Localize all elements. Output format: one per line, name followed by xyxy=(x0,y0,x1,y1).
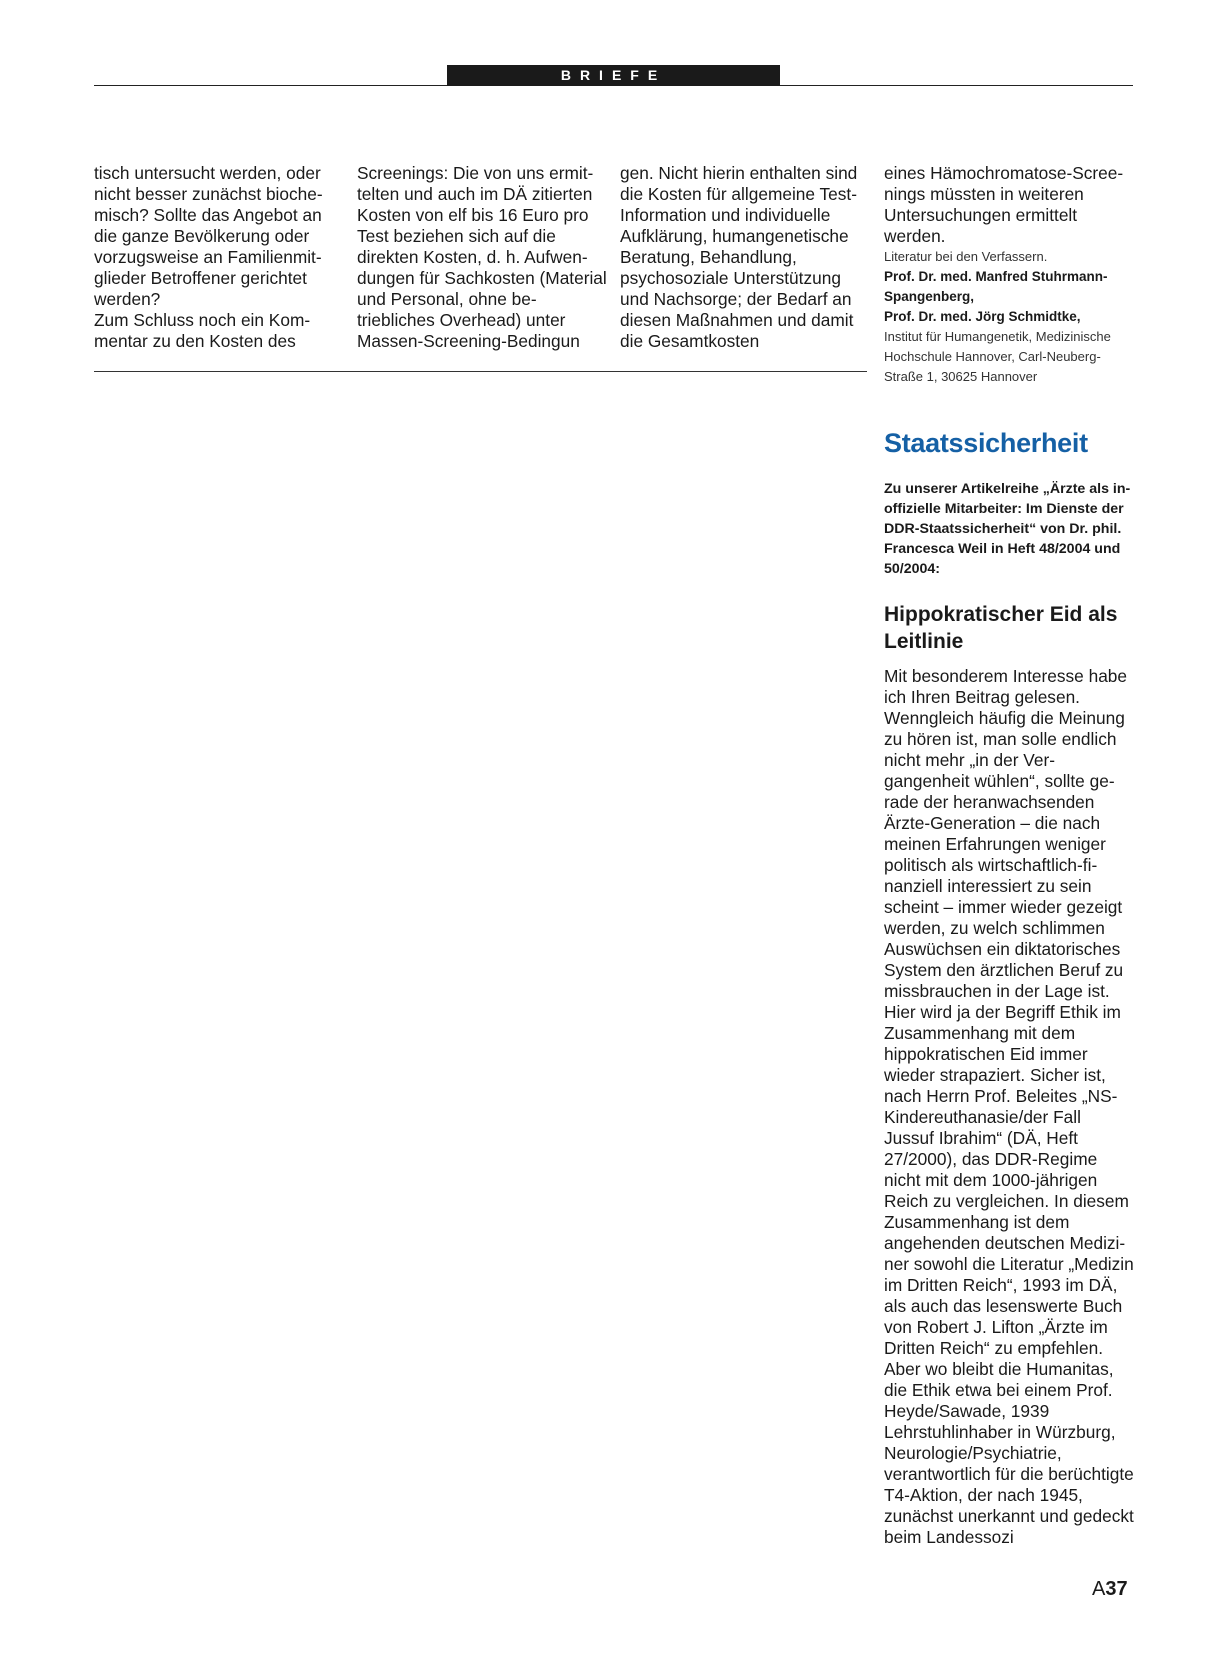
author-signature: Prof. Dr. med. Manfred Stuhrmann-Spangenberg, xyxy=(884,269,1108,304)
author-signature: Prof. Dr. med. Jörg Schmidtke, xyxy=(884,309,1081,324)
literature-note: Literatur bei den Verfassern. xyxy=(884,249,1048,264)
section-divider xyxy=(94,371,867,372)
page-prefix: A xyxy=(1092,1578,1106,1600)
paragraph: eines Hämochromatose-Screenings müssten in weiteren Untersuchungen ermittelt werden. xyxy=(884,163,1124,246)
text-column-1 xyxy=(94,163,344,352)
letter-title: Hippokratischer Eid als Leitlinie xyxy=(884,603,1118,653)
text-column-4 xyxy=(884,163,1134,387)
paragraph: tisch untersucht werden, oder nicht besser zunächst biochemisch? Sollte das Angebot an die ganze Bevölkerung oder vorzugsweise an Familienmitglieder Betroffener gerichtet werden? xyxy=(94,163,323,309)
page-number-value: 37 xyxy=(1105,1578,1128,1600)
page-number xyxy=(1092,1578,1128,1601)
letter-body: Mit besonderem Interesse habe ich Ihren Beitrag gelesen. Wenngleich häufig die Meinung zu hören ist, man solle endlich nicht mehr „in der Vergangenheit wühlen“, sollte gerade der heranwachsenden Ärzte-Generation – die nach meinen Erfahrungen weniger politisch als wirtschaftlich-finanziell interessiert zu sein scheint – immer wieder gezeigt werden, zu welch schlimmen Auswüchsen ein diktatorisches System den ärztlichen Beruf zu missbrauchen in der Lage ist. Hier wird ja der Begriff Ethik im Zusammenhang mit dem hippokratischen Eid immer wieder strapaziert. Sicher ist, nach Herrn Prof. Beleites „NS-Kindereuthanasie/der Fall Jussuf Ibrahim“ (DÄ, Heft 27/2000), das DDR-Regime nicht mit dem 1000-jährigen Reich zu vergleichen. In diesem Zusammenhang ist dem angehenden deutschen Mediziner sowohl die Literatur „Medizin im Dritten Reich“, 1993 im DÄ, als auch das lesenswerte Buch von Robert J. Lifton „Ärzte im Dritten Reich“ zu empfehlen. Aber wo bleibt die Humanitas, die Ethik etwa bei einem Prof. Heyde/Sawade, 1939 Lehrstuhlinhaber in Würzburg, Neurologie/Psychiatrie, verantwortlich für die berüchtigte T4-Aktion, der nach 1945, zunächst unerkannt und gedeckt beim Landessozi xyxy=(884,666,1134,1547)
paragraph: Screenings: Die von uns ermittelten und auch im DÄ zitierten Kosten von elf bis 16 Euro pro Test beziehen sich auf die direkten Kosten, d. h. Aufwendungen für Sachkosten (Material und Personal, ohne betriebliches Overhead) unter Massen-Screening-Bedingun xyxy=(357,163,607,351)
section-label: BRIEFE xyxy=(447,65,780,86)
paragraph: gen. Nicht hierin enthalten sind die Kosten für allgemeine Test-Information und individuelle Aufklärung, humangenetische Beratung, Behandlung, psychosoziale Unterstützung und Nachsorge; der Bedarf an diesen Maßnahmen und damit die Gesamtkosten xyxy=(620,163,858,351)
section-heading: Staatssicherheit xyxy=(884,428,1088,458)
author-affiliation: Institut für Humangenetik, Medizinische Hochschule Hannover, Carl-Neuberg-Straße 1, 30625 Hannover xyxy=(884,329,1111,384)
paragraph: Zum Schluss noch ein Kommentar zu den Kosten des xyxy=(94,310,311,351)
text-column-2 xyxy=(357,163,607,352)
reference-intro: Zu unserer Artikelreihe „Ärzte als inoffizielle Mitarbeiter: Im Dienste der DDR-Staatssicherheit“ von Dr. phil. Francesca Weil in Heft 48/2004 und 50/2004: xyxy=(884,481,1131,577)
text-column-3 xyxy=(620,163,870,352)
